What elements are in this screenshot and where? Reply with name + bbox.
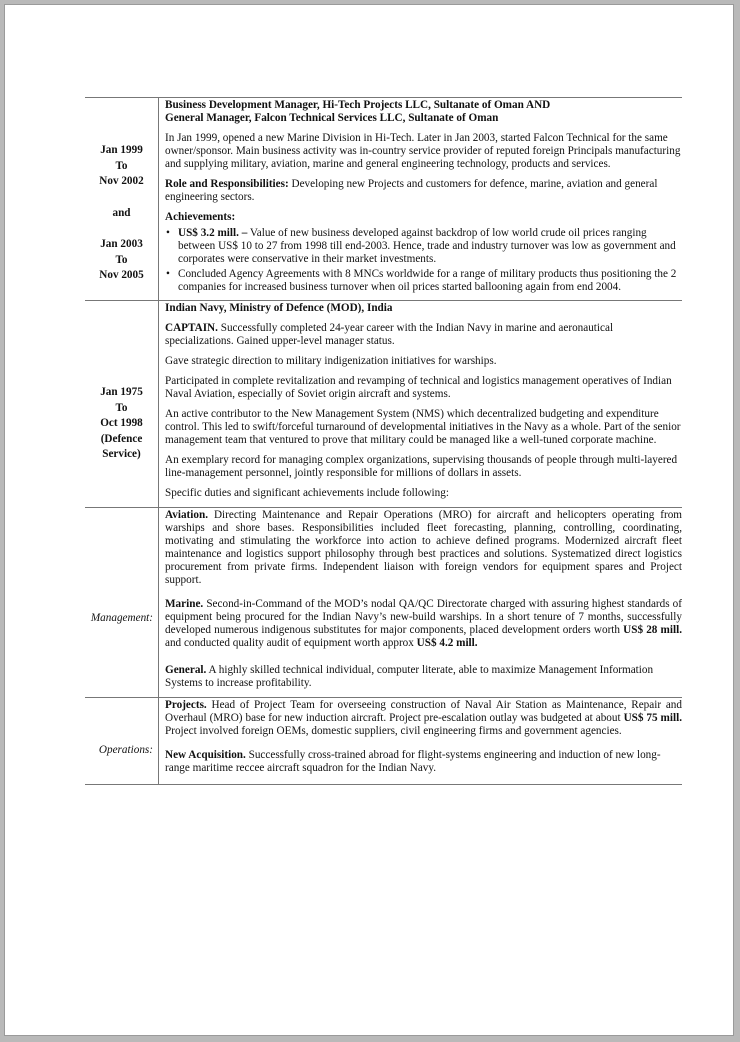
operations-label: Operations: bbox=[98, 744, 153, 756]
date-cell-1975-1998 bbox=[85, 301, 159, 508]
paragraph: An exemplary record for managing complex organizations, supervising thousands of people through multi-layered line-management personnel, jointly responsible for millions of dollars in assets. bbox=[165, 454, 678, 479]
section-business-development bbox=[85, 98, 682, 301]
marine-paragraph: Marine. Second-in-Command of the MOD’s nodal QA/QC Directorate charged with assuring highest standards of equipment being procured for the Indian Navy’s new-build warships. In a short tenure of 7 months, successfully developed numerous indigenous substitutes for major components, placed development orders worth US$ 28 mill. and conducted quality audit of equipment worth approx US$ 4.2 mill. bbox=[165, 598, 682, 649]
management-label-cell bbox=[85, 508, 159, 698]
date-range-block: Jan 1975 To Oct 1998 (Defence Service) bbox=[100, 386, 143, 460]
management-content-cell bbox=[159, 508, 683, 698]
section-indian-navy bbox=[85, 301, 682, 508]
list-item: • Concluded Agency Agreements with 8 MNCs worldwide for a range of military products thus positioning the 2 companies for increased business turnover when oil prices started ballooning again from end 2004. bbox=[166, 268, 677, 293]
resume-page bbox=[4, 4, 734, 1036]
captain-paragraph: CAPTAIN. Successfully completed 24-year career with the Indian Navy in marine and aeronautical specializations. Gained upper-level manager status. bbox=[165, 322, 614, 347]
section-management bbox=[85, 508, 682, 698]
achievements-list bbox=[165, 227, 682, 294]
aviation-paragraph: Aviation. Directing Maintenance and Repair Operations (MRO) for aircraft and helicopters operating from warships and shore bases. Responsibilities included fleet forecasting, planning, controlling, coordinating, motivating and stimulating the workforce into action to achieve defined programs. Modernized aircraft fleet maintenance and logistics support philosophy through best practices and solutions. Systematized direct logistics procurement from private firms. Independent liaison with foreign vendors for equipment spares and Project support. bbox=[165, 509, 682, 586]
paragraph: An active contributor to the New Management System (NMS) which decentralized budgeting and expenditure control. This led to swift/forceful turnaround of developmental initiatives in the Navy as a whole. Part of the senior management team that ventured to prove that military could be managed like a well-tuned corporate machine. bbox=[165, 408, 681, 446]
employer-heading: Indian Navy, Ministry of Defence (MOD), India bbox=[165, 302, 393, 314]
operations-content-cell bbox=[159, 698, 683, 785]
job-heading: Business Development Manager, Hi-Tech Projects LLC, Sultanate of Oman AND General Manager, Falcon Technical Services LLC, Sultanate of Oman bbox=[165, 99, 551, 124]
intro-paragraph: In Jan 1999, opened a new Marine Division in Hi-Tech. Later in Jan 2003, started Falcon Technical for the same owner/sponsor. Main business activity was in-country service provider of reputed foreign Principals manufacturing and supplying military, aviation, marine and general engineering technology, products and services. bbox=[165, 132, 681, 170]
general-paragraph: General. A highly skilled technical individual, computer literate, able to maximize Management Information Systems to increase profitability. bbox=[165, 664, 654, 689]
role-paragraph: Role and Responsibilities: Developing new Projects and customers for defence, marine, aviation and general engineering sectors. bbox=[165, 178, 658, 203]
operations-label-cell bbox=[85, 698, 159, 785]
achievements-heading: Achievements: bbox=[165, 211, 236, 223]
projects-paragraph: Projects. Head of Project Team for overseeing construction of Naval Air Station as Maintenance, Repair and Overhaul (MRO) base for new induction aircraft. Project pre-escalation outlay was budgeted at about US$ 75 mill. Project involved foreign OEMs, domestic suppliers, civil engineering firms and government agencies. bbox=[165, 699, 682, 737]
paragraph: Specific duties and significant achievements include following: bbox=[165, 487, 449, 499]
list-item: • US$ 3.2 mill. – Value of new business developed against backdrop of low world crude oil prices ranging between US$ 10 to 27 from 1998 till end-2003. Hence, trade and industry turnover was low as government and corporates were conservative in their market investments. bbox=[166, 227, 676, 265]
date-range-block: Jan 1999 To Nov 2002 and Jan 2003 To Nov 2005 bbox=[99, 144, 144, 281]
paragraph: Participated in complete revitalization and revamping of technical and logistics management operatives of Indian Naval Aviation, especially of Soviet origin aircraft and systems. bbox=[165, 375, 672, 400]
new-acquisition-paragraph: New Acquisition. Successfully cross-trained abroad for flight-systems engineering and induction of new long-range maritime reccee aircraft squadron for the Indian Navy. bbox=[165, 749, 661, 774]
section-operations bbox=[85, 698, 682, 785]
content-cell-1999-2005 bbox=[159, 98, 683, 301]
management-label: Management: bbox=[90, 612, 153, 624]
date-cell-1999-2005 bbox=[85, 98, 159, 301]
resume-table bbox=[85, 97, 682, 785]
paragraph: Gave strategic direction to military indigenization initiatives for warships. bbox=[165, 355, 497, 367]
content-cell-1975-1998 bbox=[159, 301, 683, 508]
